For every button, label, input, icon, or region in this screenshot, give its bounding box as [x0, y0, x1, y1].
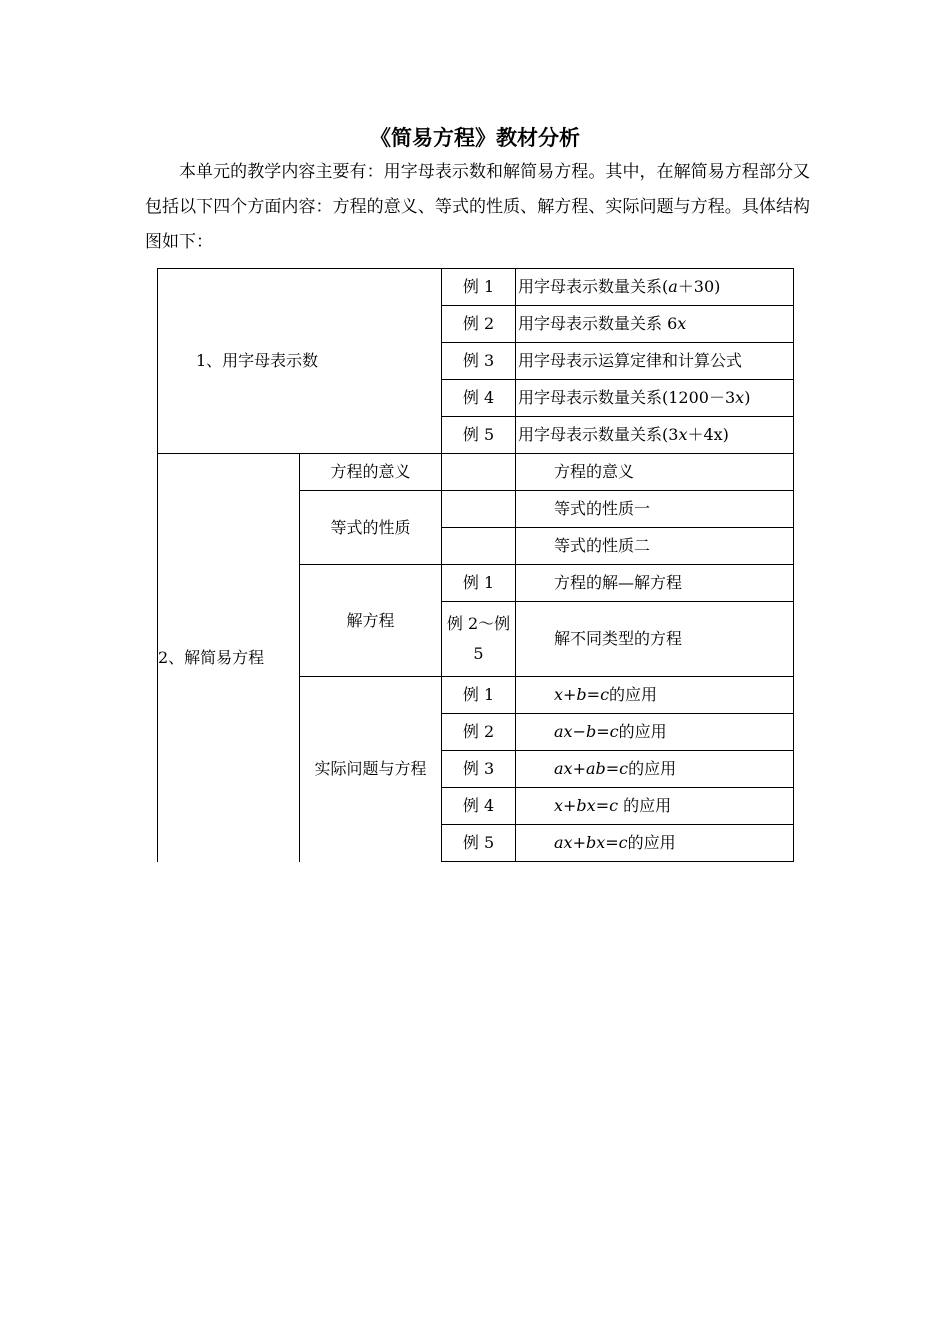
example-content: 用字母表示数量关系(1200－3x)	[516, 380, 794, 417]
structure-table	[157, 268, 794, 862]
example-label: 例 3	[442, 343, 516, 380]
topic-solving: 解方程	[300, 565, 442, 677]
formula-content: x+b=c的应用	[516, 677, 794, 714]
example-label: 例 5	[442, 825, 516, 862]
example-label: 例 2	[442, 306, 516, 343]
formula-content: ax+bx=c的应用	[516, 825, 794, 862]
topic-content: 等式的性质二	[516, 528, 794, 565]
topic-content: 解不同类型的方程	[516, 602, 794, 677]
formula-content: x+bx=c 的应用	[516, 788, 794, 825]
topic-meaning: 方程的意义	[300, 454, 442, 491]
example-label: 例 4	[442, 788, 516, 825]
example-content: 用字母表示数量关系 6x	[516, 306, 794, 343]
formula-content: ax+ab=c的应用	[516, 751, 794, 788]
formula-content: ax−b=c的应用	[516, 714, 794, 751]
table-row	[158, 454, 794, 491]
example-content: 用字母表示数量关系(a＋30)	[516, 269, 794, 306]
empty-example-cell	[442, 454, 516, 491]
example-label: 例 1	[442, 565, 516, 602]
example-label: 例 2～例 5	[442, 602, 516, 677]
example-label: 例 2	[442, 714, 516, 751]
example-label: 例 3	[442, 751, 516, 788]
topic-content: 方程的解—解方程	[516, 565, 794, 602]
example-label: 例 5	[442, 417, 516, 454]
section-one-label: 1、用字母表示数	[158, 269, 442, 454]
table-row	[158, 269, 794, 306]
example-label: 例 1	[442, 677, 516, 714]
topic-content: 等式的性质一	[516, 491, 794, 528]
example-label: 例 4	[442, 380, 516, 417]
topic-content: 方程的意义	[516, 454, 794, 491]
example-content: 用字母表示运算定律和计算公式	[516, 343, 794, 380]
topic-applications: 实际问题与方程	[300, 677, 442, 862]
example-content: 用字母表示数量关系(3x＋4x)	[516, 417, 794, 454]
intro-paragraph: 本单元的教学内容主要有：用字母表示数和解简易方程。其中，在解简易方程部分又包括以下四个方面内容：方程的意义、等式的性质、解方程、实际问题与方程。具体结构图如下：	[145, 162, 810, 252]
example-label: 例 1	[442, 269, 516, 306]
topic-properties: 等式的性质	[300, 491, 442, 565]
empty-example-cell	[442, 528, 516, 565]
section-two-label: 2、解简易方程	[158, 454, 300, 862]
page-title: 《简易方程》教材分析	[370, 125, 580, 150]
empty-example-cell	[442, 491, 516, 528]
